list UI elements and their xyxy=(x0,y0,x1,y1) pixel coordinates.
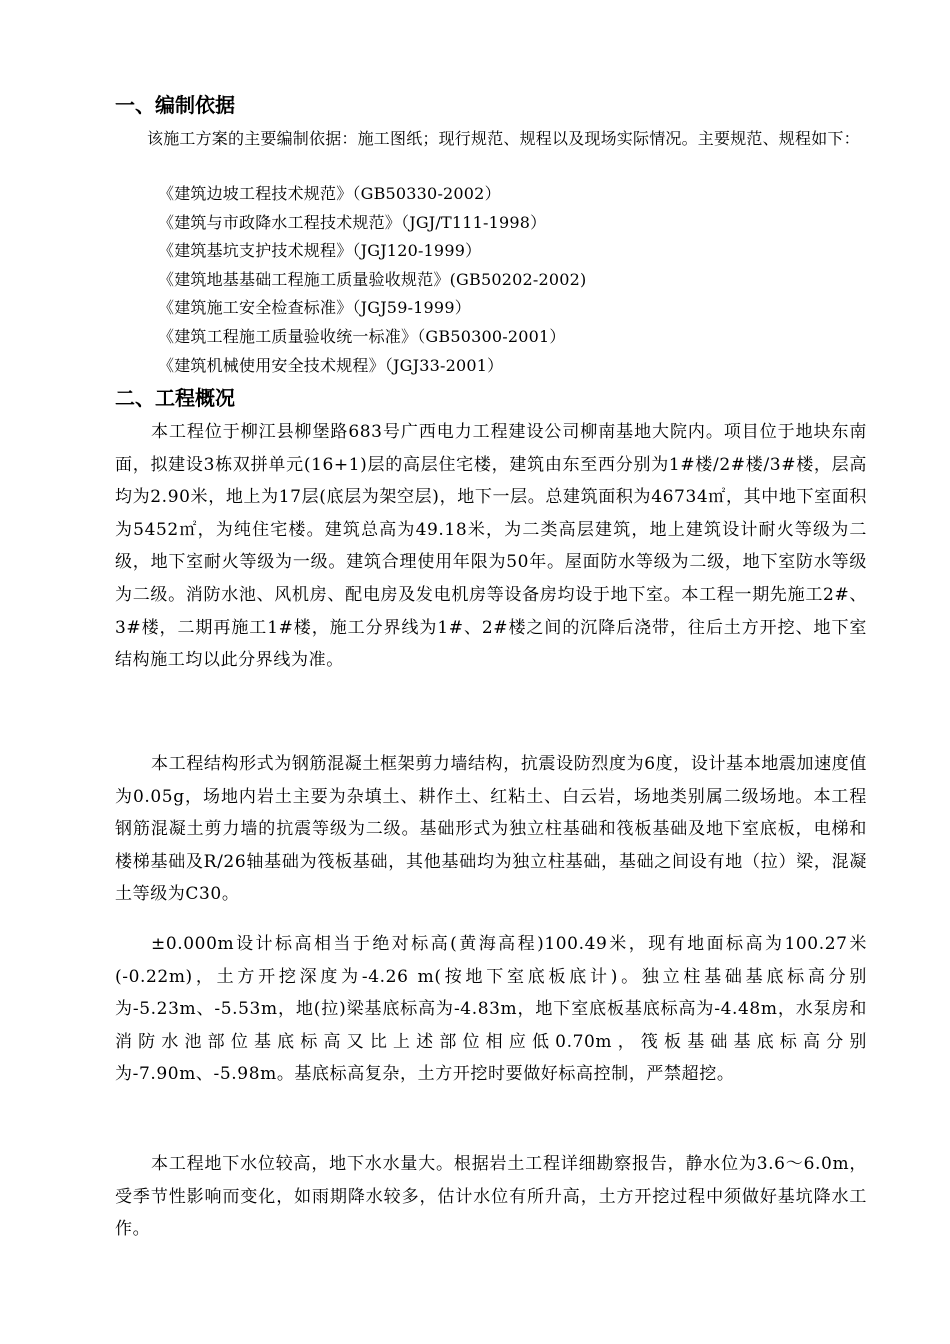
section-heading-overview: 二、工程概况 xyxy=(115,386,235,410)
overview-paragraph-groundwater: 本工程地下水位较高，地下水水量大。根据岩土工程详细勘察报告，静水位为3.6～6.0m，受季节性影响而变化，如雨期降水较多，估计水位有所升高，土方开挖过程中须做好基坑降水工作。 xyxy=(115,1154,867,1240)
reference-item: 《建筑与市政降水工程技术规范》（JGJ/T111-1998） xyxy=(158,212,547,232)
section-heading-basis: 一、编制依据 xyxy=(115,93,235,117)
reference-item: 《建筑基坑支护技术规程》（JGJ120-1999） xyxy=(158,241,482,261)
overview-paragraph-elevation: ±0.000m设计标高相当于绝对标高(黄海高程)100.49米，现有地面标高为100.27米(-0.22m)，土方开挖深度为-4.26 m(按地下室底板底计)。独立柱基础基底标高分别为-5.23m、-5.53m，地(拉)梁基底标高为-4.83m，地下室底板基底标高为-4.48m，水泵房和消防水池部位基底标高又比上述部位相应低0.70m，筏板基础基底标高分别为-7.90m、-5.98m。基底标高复杂，土方开挖时要做好标高控制，严禁超挖。 xyxy=(115,934,867,1085)
reference-item: 《建筑地基基础工程施工质量验收规范》(GB50202-2002) xyxy=(158,269,587,289)
reference-item: 《建筑工程施工质量验收统一标准》（GB50300-2001） xyxy=(158,326,566,346)
overview-paragraph-location: 本工程位于柳江县柳堡路683号广西电力工程建设公司柳南基地大院内。项目位于地块东南面，拟建设3栋双拼单元(16+1)层的高层住宅楼，建筑由东至西分别为1#楼/2#楼/3#楼，层高均为2.90米，地上为17层(底层为架空层)，地下一层。总建筑面积为46734㎡，其中地下室面积为5452㎡，为纯住宅楼。建筑总高为49.18米，为二类高层建筑，地上建筑设计耐火等级为二级，地下室耐火等级为一级。建筑合理使用年限为50年。屋面防水等级为二级，地下室防水等级为二级。消防水池、风机房、配电房及发电机房等设备房均设于地下室。本工程一期先施工2#、3#楼，二期再施工1#楼，施工分界线为1#、2#楼之间的沉降后浇带，往后土方开挖、地下室结构施工均以此分界线为准。 xyxy=(115,422,867,671)
overview-paragraph-structure: 本工程结构形式为钢筋混凝土框架剪力墙结构，抗震设防烈度为6度，设计基本地震加速度值为0.05g，场地内岩土主要为杂填土、耕作土、红粘土、白云岩，场地类别属二级场地。本工程钢筋混凝土剪力墙的抗震等级为二级。基础形式为独立柱基础和筏板基础及地下室底板，电梯和楼梯基础及R/26轴基础为筏板基础，其他基础均为独立柱基础，基础之间设有地（拉）梁，混凝土等级为C30。 xyxy=(115,754,867,905)
reference-item: 《建筑边坡工程技术规范》（GB50330-2002） xyxy=(158,184,501,203)
reference-list xyxy=(158,180,586,380)
reference-item: 《建筑机械使用安全技术规程》（JGJ33-2001） xyxy=(158,355,504,375)
basis-intro-paragraph: 该施工方案的主要编制依据：施工图纸；现行规范、规程以及现场实际情况。主要规范、规程如下： xyxy=(147,129,860,148)
reference-item: 《建筑施工安全检查标准》（JGJ59-1999） xyxy=(158,298,471,318)
